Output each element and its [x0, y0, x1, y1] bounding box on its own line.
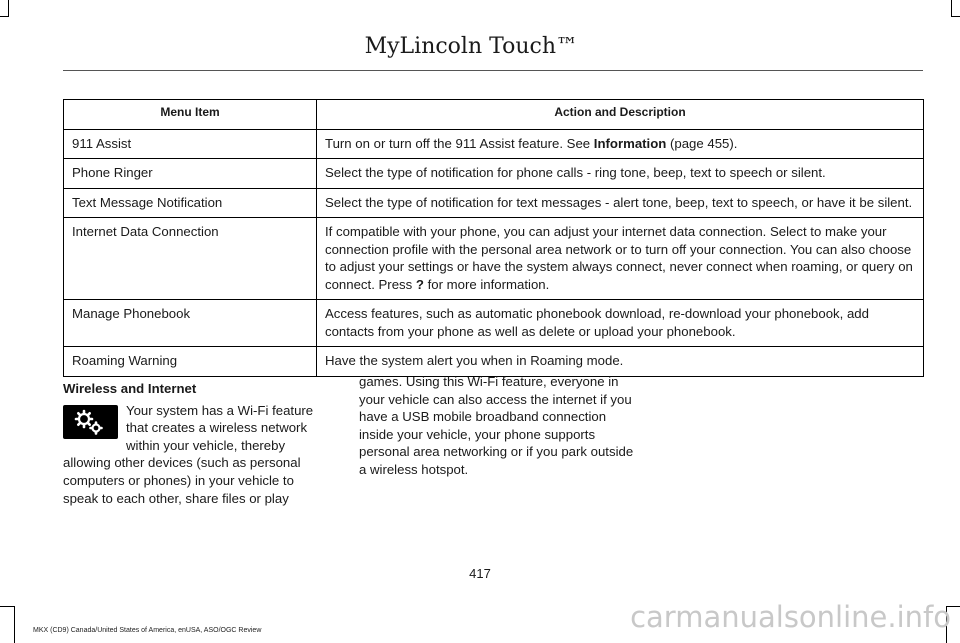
- crop-mark: [951, 0, 952, 16]
- description-text: for more information.: [423, 276, 550, 292]
- menu-item-cell: Roaming Warning: [64, 347, 317, 377]
- menu-item-cell: 911 Assist: [64, 129, 317, 159]
- description-cell: Access features, such as automatic phonebook download, re-download your phonebook, add contacts from your phone as well as delete or upload your phonebook.: [317, 300, 924, 347]
- crop-mark: [8, 0, 9, 16]
- help-symbol: ?: [415, 276, 424, 292]
- settings-gears-icon: [63, 405, 118, 439]
- menu-item-cell: Text Message Notification: [64, 188, 317, 218]
- description-cell: Select the type of notification for phone calls - ring tone, beep, text to speech or silent.: [317, 159, 924, 189]
- wireless-section-column-2: [359, 373, 641, 479]
- menu-table: [63, 99, 924, 377]
- crop-mark: [14, 606, 15, 643]
- menu-item-cell: Phone Ringer: [64, 159, 317, 189]
- table-row: [64, 300, 924, 347]
- page-title: MyLincoln Touch™: [364, 34, 578, 59]
- title-divider: [63, 70, 923, 71]
- table-row: [64, 129, 924, 159]
- crop-mark: [0, 606, 14, 607]
- table-row: [64, 218, 924, 300]
- description-cell: Select the type of notification for text messages - alert tone, beep, text to speech, or have it be silent.: [317, 188, 924, 218]
- description-text: Turn on or turn off the 911 Assist feature. See: [325, 135, 594, 151]
- table-row: [64, 159, 924, 189]
- crop-mark: [951, 16, 960, 17]
- description-text: If compatible with your phone, you can adjust your internet data connection. Select to make your connection profile with the personal area network or to turn off your connection. You can also choose to adjust your settings or have the system always connect, never connect when roaming, or query on connect. Press: [325, 224, 913, 292]
- menu-item-cell: Manage Phonebook: [64, 300, 317, 347]
- table-header-row: [64, 100, 924, 130]
- description-cell: [317, 218, 924, 300]
- cross-reference-link[interactable]: Information: [593, 135, 667, 151]
- description-text: (page 455).: [666, 135, 738, 151]
- page-number: 417: [469, 566, 491, 581]
- document-footer: MKX (CD9) Canada/United States of America, enUSA, ASO/OGC Review: [33, 627, 262, 634]
- wireless-section-column-1: [63, 380, 325, 507]
- column-header-action-description: Action and Description: [317, 100, 924, 130]
- section-heading: Wireless and Internet: [63, 381, 197, 396]
- body-text: games. Using this Wi-Fi feature, everyone in your vehicle can also access the internet if you have a USB mobile broadband connection inside your vehicle, your phone supports personal area networking or if you park outside a wireless hotspot.: [359, 374, 634, 477]
- menu-item-cell: Internet Data Connection: [64, 218, 317, 300]
- watermark: carmanualsonline.info: [630, 600, 951, 634]
- table-row: [64, 188, 924, 218]
- table-row: [64, 347, 924, 377]
- column-header-menu-item: Menu Item: [64, 100, 317, 130]
- description-cell: Have the system alert you when in Roaming mode.: [317, 347, 924, 377]
- crop-mark: [0, 16, 9, 17]
- body-text: Your system has a Wi-Fi feature that creates a wireless network within your vehicle, thereby allowing other devices (such as personal computers or phones) in your vehicle to speak to each other, share files or play: [63, 402, 314, 506]
- description-cell: [317, 129, 924, 159]
